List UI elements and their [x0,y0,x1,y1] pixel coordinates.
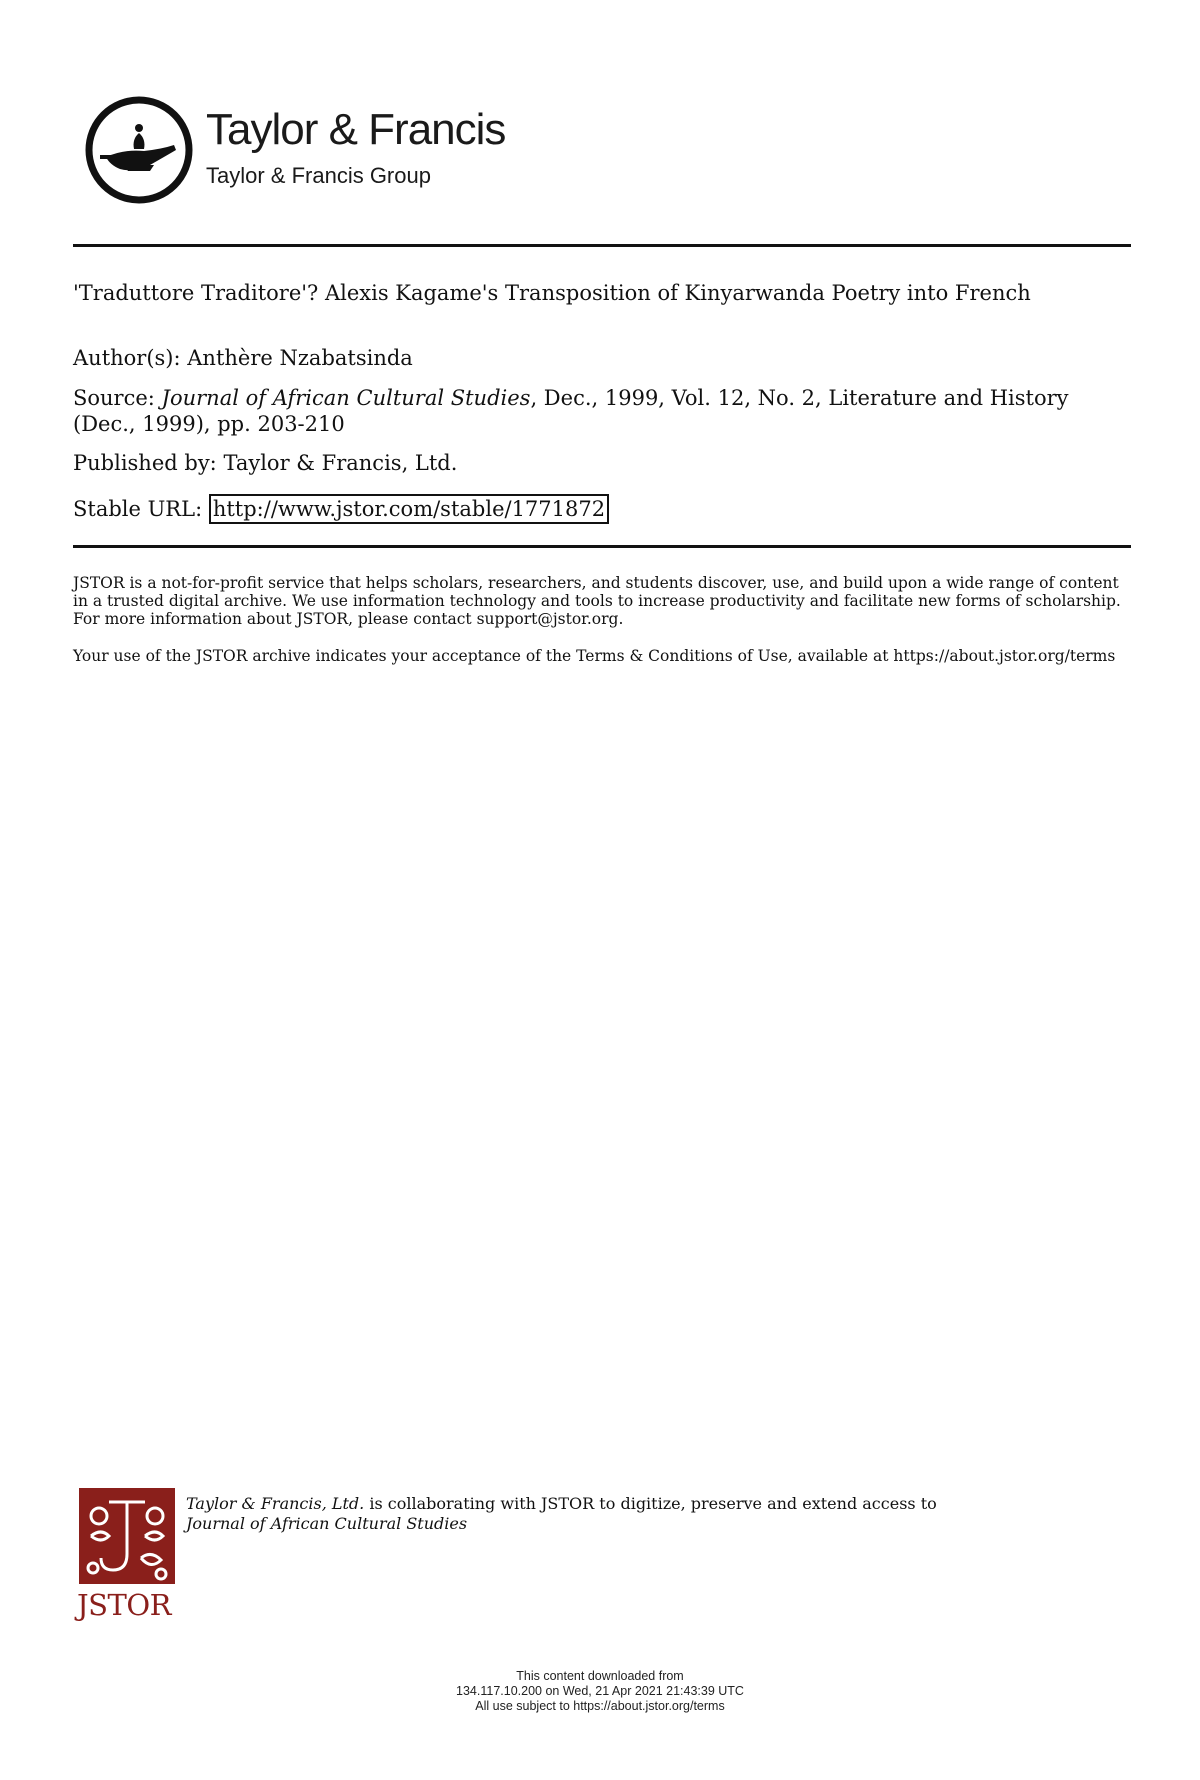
oil-lamp-icon [84,95,194,205]
collaboration-text: is collaborating with JSTOR to digitize, preserve and extend access to [364,1494,937,1513]
jstor-logo [77,1488,182,1628]
authors-value: Anthère Nzabatsinda [187,346,413,370]
jstor-ornamental-j-icon [79,1488,175,1584]
publisher-logo-group: Taylor & Francis Group [206,163,431,188]
publisher-logo-name: Taylor & Francis [206,105,506,154]
footer-line-1: This content downloaded from [516,1669,684,1683]
jstor-wordmark: JSTOR [77,1588,171,1622]
terms-notice: Your use of the JSTOR archive indicates your acceptance of the Terms & Conditions of Use, available at https://about.jstor.org/terms [73,647,1116,665]
source-line [73,385,1113,437]
published-by-label: Published by: [73,451,217,475]
source-label: Source: [73,386,155,410]
authors-label: Author(s): [73,346,181,370]
stable-url-line [73,496,1113,522]
collaboration-journal: Journal of African Cultural Studies [186,1514,468,1533]
source-details: , Dec., 1999, Vol. 12, No. 2, Literature and History (Dec., 1999), pp. 203-210 [73,386,1069,436]
download-footer [300,1669,900,1714]
footer-line-2: 134.117.10.200 on Wed, 21 Apr 2021 21:43:39 UTC [456,1684,744,1698]
taylor-francis-logo [84,95,534,215]
article-title: 'Traduttore Traditore'? Alexis Kagame's Transposition of Kinyarwanda Poetry into French [73,281,1031,305]
stable-url-link[interactable]: http://www.jstor.com/stable/1771872 [209,494,609,524]
authors-line [73,345,1113,371]
published-by-value: Taylor & Francis, Ltd. [223,451,458,475]
collaboration-notice [186,1494,1126,1534]
stable-url-label: Stable URL: [73,497,203,521]
published-by-line [73,450,1113,476]
journal-title: Journal of African Cultural Studies [161,386,531,410]
footer-line-3: All use subject to https://about.jstor.org/terms [475,1699,725,1713]
top-divider [73,244,1131,247]
collaboration-publisher: Taylor & Francis, Ltd. [186,1494,365,1513]
jstor-about-notice: JSTOR is a not-for-profit service that helps scholars, researchers, and students discover, use, and build upon a wide range of content in a trusted digital archive. We use information technology and tools to increase productivity and facilitate new forms of scholarship. For more information about JSTOR, please contact support@jstor.org. [73,574,1121,628]
bottom-divider [73,545,1131,548]
